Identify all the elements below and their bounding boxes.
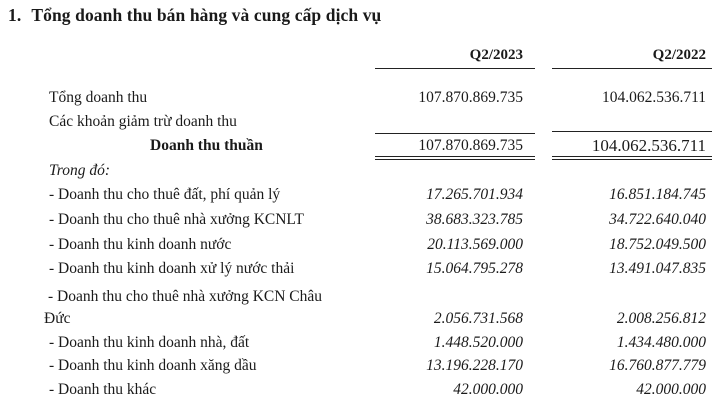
row-label: - Doanh thu khác bbox=[49, 381, 157, 398]
row-label: - Doanh thu cho thuê nhà xưởng KCN Châu bbox=[48, 288, 323, 305]
value-q2-2023: 15.064.795.278 bbox=[426, 260, 523, 277]
value-q2-2023: 107.870.869.735 bbox=[418, 89, 523, 106]
column-header-q2-2023: Q2/2023 bbox=[469, 47, 523, 63]
value-q2-2023: 38.683.323.785 bbox=[426, 211, 523, 228]
header-rule-col1 bbox=[375, 68, 535, 69]
row-label: Các khoản giảm trừ doanh thu bbox=[49, 113, 237, 130]
row-label: - Doanh thu kinh doanh nhà, đất bbox=[49, 334, 250, 351]
section-title bbox=[8, 5, 381, 26]
value-q2-2022: 104.062.536.711 bbox=[591, 136, 706, 155]
value-q2-2022: 18.752.049.500 bbox=[609, 236, 706, 253]
value-q2-2022: 2.008.256.812 bbox=[616, 310, 706, 327]
value-q2-2022: 104.062.536.711 bbox=[601, 89, 706, 106]
row-label-continuation: Đức bbox=[44, 310, 71, 327]
row-label: Doanh thu thuần bbox=[150, 137, 263, 154]
table-row bbox=[0, 186, 718, 208]
value-q2-2023: 1.448.520.000 bbox=[433, 334, 523, 351]
value-q2-2023: 17.265.701.934 bbox=[426, 186, 523, 203]
table-row-continuation bbox=[0, 310, 718, 332]
row-label: - Doanh thu kinh doanh nước bbox=[49, 236, 232, 253]
table-row bbox=[0, 260, 718, 282]
row-label: Tổng doanh thu bbox=[49, 89, 148, 106]
value-q2-2023: 13.196.228.170 bbox=[426, 357, 523, 374]
row-label: - Doanh thu kinh doanh xăng dầu bbox=[49, 357, 257, 374]
table-row bbox=[0, 357, 718, 379]
column-header-q2-2022: Q2/2022 bbox=[652, 47, 706, 63]
value-q2-2022: 16.851.184.745 bbox=[609, 186, 706, 203]
table-row bbox=[0, 288, 718, 310]
value-q2-2023: 2.056.731.568 bbox=[433, 310, 523, 327]
table-row-total-revenue bbox=[0, 89, 718, 111]
value-q2-2023: 20.113.569.000 bbox=[427, 236, 523, 253]
double-rule-col2-b bbox=[552, 159, 712, 160]
row-label: - Doanh thu cho thuê đất, phí quản lý bbox=[49, 186, 281, 203]
value-q2-2022: 16.760.877.779 bbox=[609, 357, 706, 374]
header-rule-col2 bbox=[552, 68, 712, 69]
value-q2-2022: 34.722.640.040 bbox=[609, 211, 706, 228]
double-rule-col1-b bbox=[375, 159, 535, 160]
row-label: - Doanh thu cho thuê nhà xưởng KCNLT bbox=[49, 211, 304, 228]
table-row bbox=[0, 334, 718, 356]
section-number: 1. bbox=[8, 5, 22, 25]
table-row bbox=[0, 236, 718, 258]
value-q2-2022: 1.434.480.000 bbox=[616, 334, 706, 351]
value-q2-2023: 42.000.000 bbox=[453, 381, 523, 398]
subtotal-rule-col2 bbox=[552, 131, 712, 132]
value-q2-2022: 13.491.047.835 bbox=[609, 260, 706, 277]
value-q2-2022: 42.000.000 bbox=[636, 381, 706, 398]
table-row bbox=[0, 211, 718, 233]
table-row-of-which bbox=[0, 162, 718, 184]
double-rule-col1-a bbox=[375, 156, 535, 157]
double-rule-col2-a bbox=[552, 156, 712, 157]
value-q2-2023: 107.870.869.735 bbox=[418, 137, 523, 154]
table-row bbox=[0, 381, 718, 403]
row-label: - Doanh thu kinh doanh xử lý nước thải bbox=[49, 260, 295, 277]
section-title-text: Tổng doanh thu bán hàng và cung cấp dịch vụ bbox=[31, 5, 382, 25]
subtotal-rule-col1 bbox=[375, 133, 535, 134]
row-label: Trong đó: bbox=[49, 162, 111, 179]
